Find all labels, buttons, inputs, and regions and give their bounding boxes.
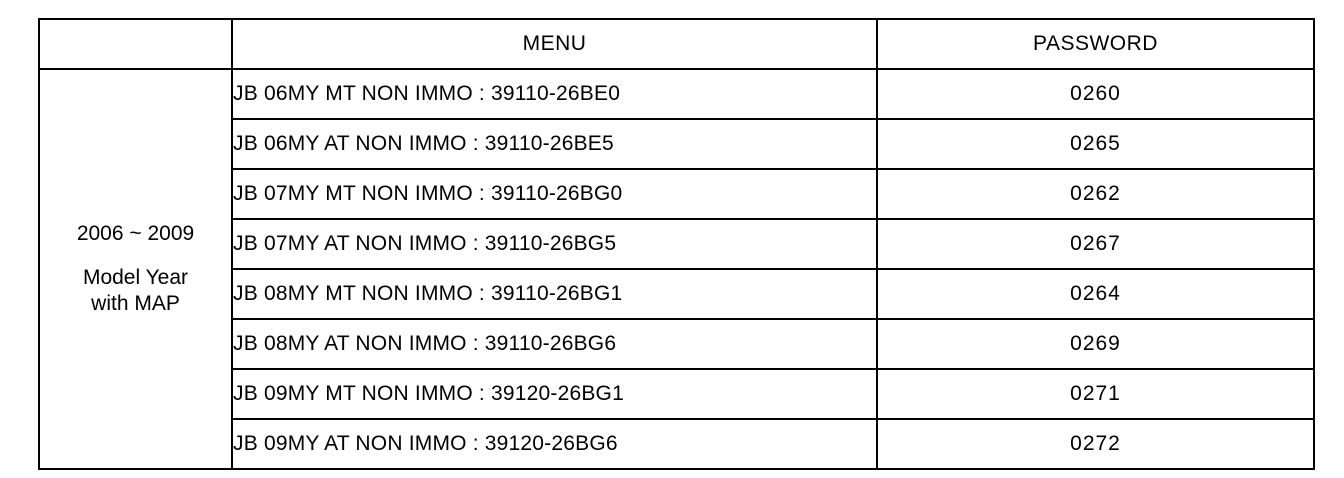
password-cell: 0272 <box>877 419 1314 469</box>
table-header-row <box>39 19 1314 69</box>
password-cell: 0271 <box>877 369 1314 419</box>
password-cell: 0265 <box>877 119 1314 169</box>
password-cell: 0264 <box>877 269 1314 319</box>
menu-cell: JB 06MY AT NON IMMO : 39110-26BE5 <box>232 119 877 169</box>
password-cell: 0269 <box>877 319 1314 369</box>
header-cell-menu: MENU <box>232 19 877 69</box>
password-table <box>38 18 1315 470</box>
header-cell-password: PASSWORD <box>877 19 1314 69</box>
group-label-line1: 2006 ~ 2009 <box>76 221 195 245</box>
menu-cell: JB 09MY AT NON IMMO : 39120-26BG6 <box>232 419 877 469</box>
menu-cell: JB 09MY MT NON IMMO : 39120-26BG1 <box>232 369 877 419</box>
group-label-cell <box>39 69 232 469</box>
menu-cell: JB 08MY MT NON IMMO : 39110-26BG1 <box>232 269 877 319</box>
group-label-line2: Model Year <box>82 265 189 289</box>
password-cell: 0267 <box>877 219 1314 269</box>
menu-cell: JB 07MY MT NON IMMO : 39110-26BG0 <box>232 169 877 219</box>
menu-cell: JB 08MY AT NON IMMO : 39110-26BG6 <box>232 319 877 369</box>
menu-cell: JB 07MY AT NON IMMO : 39110-26BG5 <box>232 219 877 269</box>
menu-cell: JB 06MY MT NON IMMO : 39110-26BE0 <box>232 69 877 119</box>
password-cell: 0260 <box>877 69 1314 119</box>
group-label-line3: with MAP <box>91 292 180 316</box>
password-cell: 0262 <box>877 169 1314 219</box>
header-cell-group <box>39 19 232 69</box>
group-label-spacer <box>40 247 231 265</box>
table-row <box>39 69 1314 119</box>
